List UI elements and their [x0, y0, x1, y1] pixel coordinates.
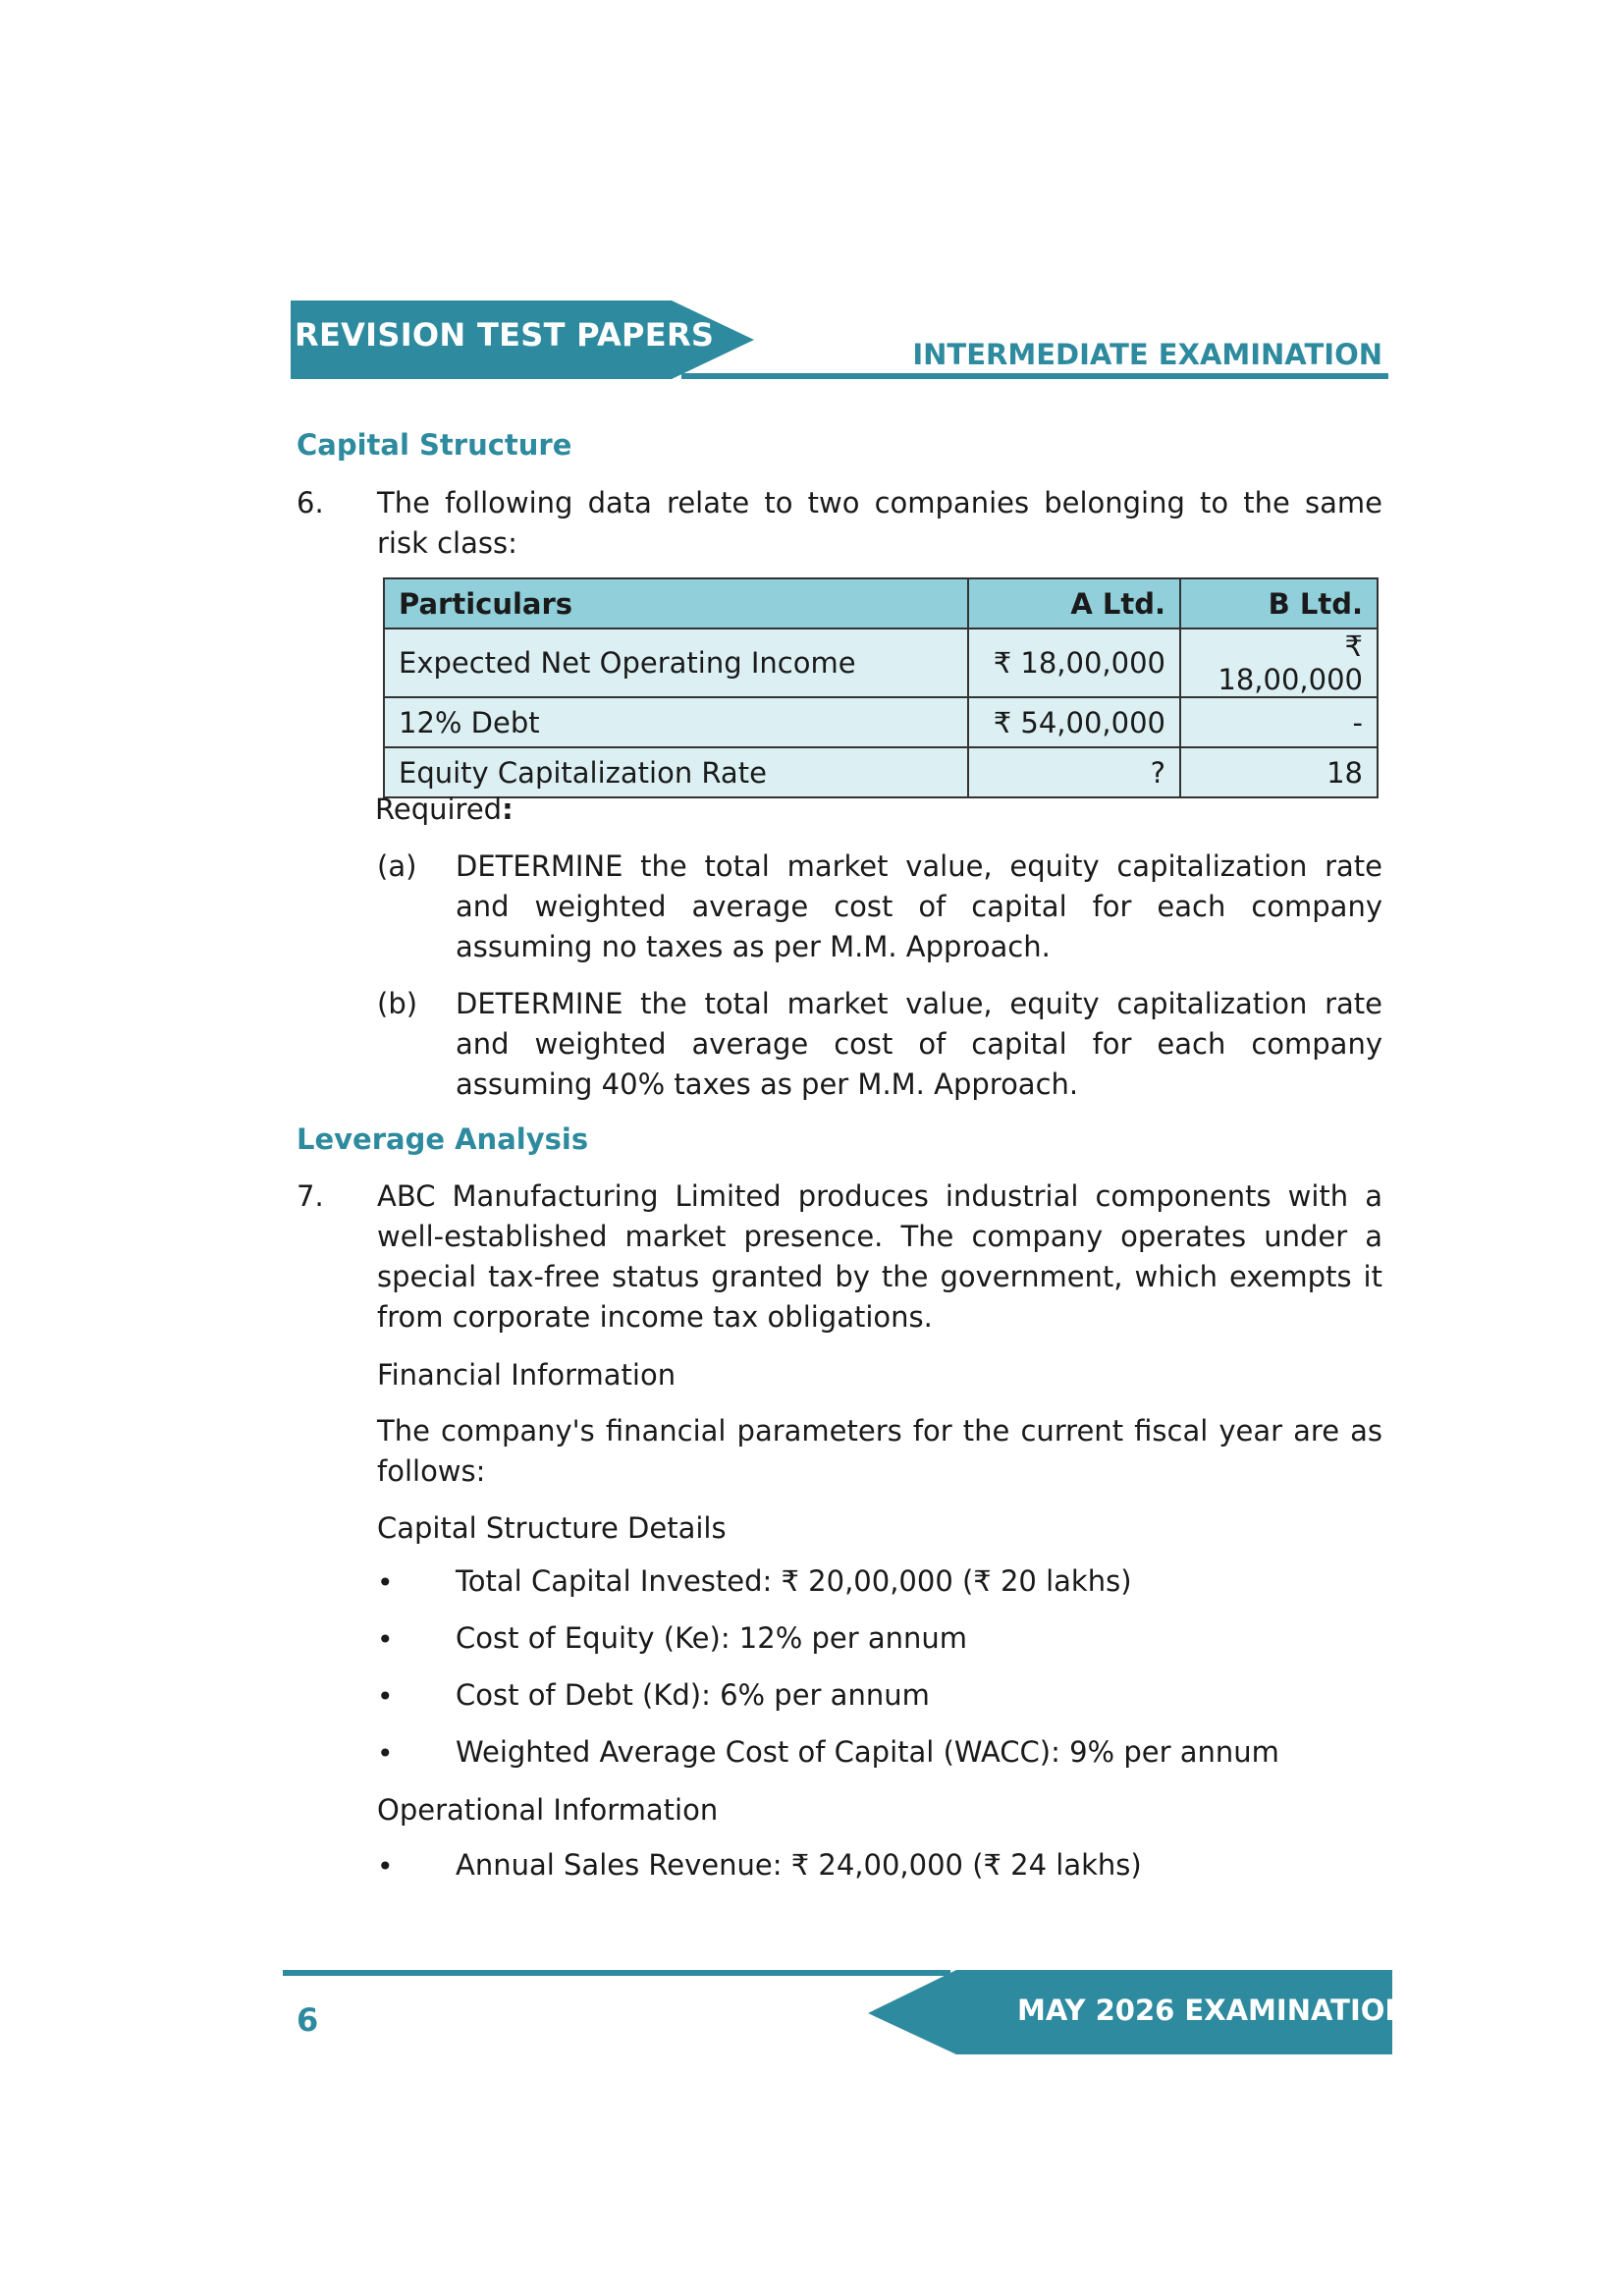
header-rule	[681, 373, 1388, 379]
financial-information-label: Financial Information	[377, 1358, 677, 1392]
header-exam: INTERMEDIATE EXAMINATION	[912, 338, 1382, 371]
table-header-row	[384, 578, 1378, 629]
list-item: Total Capital Invested: ₹ 20,00,000 (₹ 20 lakhs)	[456, 1564, 1132, 1598]
section-heading-capital-structure: Capital Structure	[297, 428, 572, 462]
header-title: REVISION TEST PAPERS	[295, 316, 715, 354]
list-item: Weighted Average Cost of Capital (WACC): 9% per annum	[456, 1735, 1279, 1769]
list-item: Cost of Equity (Ke): 12% per annum	[456, 1621, 968, 1655]
section-heading-leverage-analysis: Leverage Analysis	[297, 1122, 589, 1156]
list-item: Annual Sales Revenue: ₹ 24,00,000 (₹ 24 lakhs)	[456, 1848, 1142, 1882]
table-header-cell: B Ltd.	[1180, 578, 1378, 629]
required-text: Required	[375, 793, 503, 826]
table-cell: ₹ 18,00,000	[968, 629, 1180, 697]
question-text-7: ABC Manufacturing Limited produces industrial components with a well-established market presence. The company operates under a special tax-free status granted by the government, which exempts it from corporate income tax obligations.	[377, 1179, 1382, 1334]
capital-structure-details-label: Capital Structure Details	[377, 1511, 727, 1545]
table-cell: ₹ 54,00,000	[968, 697, 1180, 747]
table-cell: Expected Net Operating Income	[384, 629, 968, 697]
table-row	[384, 747, 1378, 797]
table-cell: ?	[968, 747, 1180, 797]
table-header-cell: Particulars	[384, 578, 968, 629]
table-header-cell: A Ltd.	[968, 578, 1180, 629]
financial-parameters-text: The company's financial parameters for the current fiscal year are as follows:	[377, 1414, 1382, 1488]
bullet-dot: •	[377, 1737, 394, 1770]
bullet-dot: •	[377, 1680, 394, 1713]
table-cell: ₹ 18,00,000	[1180, 629, 1378, 697]
bullet-dot: •	[377, 1623, 394, 1656]
bullet-dot: •	[377, 1850, 394, 1883]
table-cell: 18	[1180, 747, 1378, 797]
page-number: 6	[297, 2001, 319, 2039]
question-number-7: 7.	[297, 1179, 324, 1213]
footer-rule	[283, 1970, 950, 1976]
required-label	[375, 790, 514, 830]
question-text-6: The following data relate to two companies belonging to the same risk class:	[377, 486, 1382, 560]
required-colon: :	[502, 793, 514, 826]
data-table	[383, 577, 1379, 798]
table-row	[384, 629, 1378, 697]
table-cell: 12% Debt	[384, 697, 968, 747]
table-cell: -	[1180, 697, 1378, 747]
part-text-a: DETERMINE the total market value, equity capitalization rate and weighted average cost of capital for each company assuming no taxes as per M.M. Approach.	[456, 849, 1382, 963]
question-number-6: 6.	[297, 486, 324, 519]
table-row	[384, 697, 1378, 747]
part-text-b: DETERMINE the total market value, equity capitalization rate and weighted average cost of capital for each company assuming 40% taxes as per M.M. Approach.	[456, 987, 1382, 1101]
footer-exam: MAY 2026 EXAMINATION	[1017, 1994, 1409, 2027]
table-cell: Equity Capitalization Rate	[384, 747, 968, 797]
part-label-a: (a)	[377, 849, 417, 883]
part-label-b: (b)	[377, 987, 418, 1020]
bullet-dot: •	[377, 1566, 394, 1599]
list-item: Cost of Debt (Kd): 6% per annum	[456, 1678, 930, 1712]
operational-information-label: Operational Information	[377, 1793, 719, 1827]
